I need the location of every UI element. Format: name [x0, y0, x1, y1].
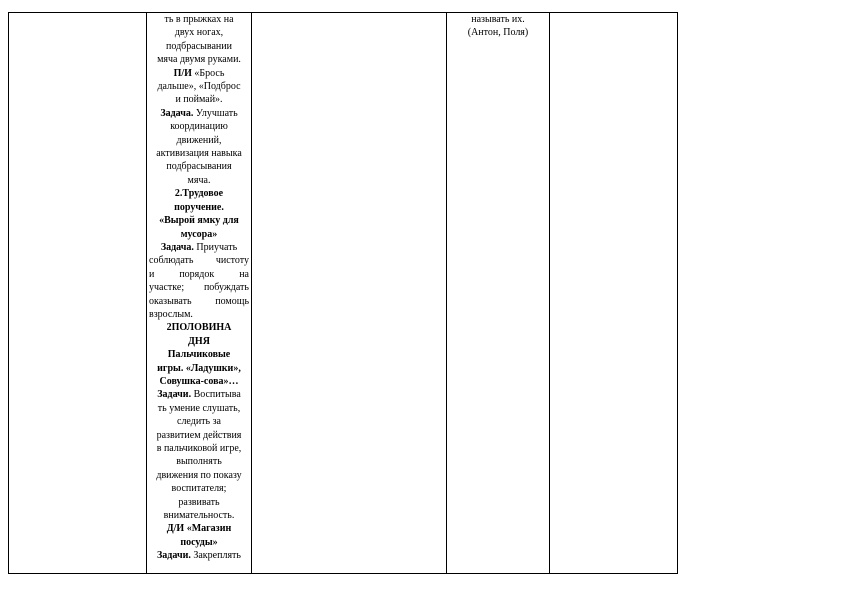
text-line: [149, 67, 249, 80]
text-line: [149, 26, 249, 39]
text-line: [149, 107, 249, 120]
text-line: [149, 80, 249, 93]
text-line: [149, 53, 249, 66]
text-line: [149, 120, 249, 133]
text-line: называть их.: [471, 14, 525, 25]
text-line: [149, 93, 249, 106]
text-line: [149, 254, 249, 267]
plain-text: Приучать: [193, 241, 238, 253]
plain-text: подбрасывании: [166, 40, 232, 52]
text-word: и: [149, 268, 155, 280]
text-word: соблюдать: [149, 255, 194, 267]
plain-text: взрослым.: [149, 308, 193, 320]
text-line: [149, 522, 249, 535]
bold-text: Пальчиковые: [167, 349, 231, 361]
text-line: (Антон, Поля): [467, 27, 529, 39]
text-line: [149, 442, 249, 455]
plain-text: в пальчиковой игре,: [156, 443, 242, 454]
text-line: [149, 187, 249, 200]
table-border-left: [8, 12, 9, 574]
text-line: [149, 214, 249, 227]
plain-text: следить за: [177, 416, 221, 428]
table-column-divider: [549, 12, 550, 574]
plain-text: ть умение слушать,: [157, 402, 241, 414]
plain-text: развивать: [178, 496, 220, 508]
text-line: [149, 295, 249, 308]
bold-text: ДНЯ: [188, 335, 210, 347]
text-line: [149, 536, 249, 549]
text-line: [149, 147, 249, 160]
text-line: [149, 40, 249, 53]
bold-text: 2.Трудовое: [174, 188, 224, 200]
plain-text: Закреплять: [190, 550, 241, 562]
bold-text: посуды»: [180, 536, 218, 548]
table-border-right: [677, 12, 678, 574]
text-line: [149, 362, 249, 375]
plain-text: координацию: [170, 121, 228, 133]
text-line: [149, 469, 249, 482]
plain-text: движений,: [176, 134, 222, 146]
bold-text: мусора»: [180, 228, 218, 240]
plain-text: «Брось: [191, 67, 225, 79]
text-line: [149, 375, 249, 388]
text-line: [149, 321, 249, 334]
text-line: [149, 335, 249, 348]
bold-text: Д/И «Магазин: [166, 523, 232, 535]
table-column-divider: [251, 12, 252, 574]
plain-text: мяча.: [187, 174, 211, 186]
plan-table: [8, 12, 678, 574]
table-column-divider: [146, 12, 147, 574]
text-line: [149, 348, 249, 361]
plain-text: подбрасывания: [166, 161, 232, 173]
text-line: [149, 268, 249, 281]
text-line: [149, 241, 249, 254]
text-line: [149, 201, 249, 214]
plain-text: дальше», «Подброс: [157, 81, 241, 93]
text-word: помощь: [215, 295, 249, 307]
text-line: [149, 281, 249, 294]
bold-text: Задача.: [160, 241, 194, 253]
plain-text: развитием действия: [156, 429, 242, 441]
text-line: [149, 496, 249, 509]
text-line: [149, 455, 249, 468]
text-line: [149, 549, 249, 562]
bold-text: Задачи.: [157, 389, 192, 401]
text-word: участке;: [149, 282, 185, 294]
bold-text: П/И: [173, 67, 192, 79]
text-word: побуждать: [203, 282, 249, 294]
plain-text: Улучшать: [193, 107, 238, 119]
plain-text: двух ногах,: [174, 27, 224, 39]
plain-text: Воспитыва: [191, 389, 241, 401]
text-line: [149, 174, 249, 187]
text-line: [149, 509, 249, 522]
bold-text: «Вырой ямку для: [159, 215, 239, 227]
bold-text: Совушка-сова»…: [159, 375, 239, 387]
activities-cell: [149, 13, 249, 563]
plain-text: воспитателя;: [171, 483, 227, 495]
text-line: [149, 402, 249, 415]
plain-text: выполнять: [176, 456, 222, 468]
individual-work-cell: [450, 13, 546, 40]
text-word: на: [239, 268, 249, 280]
text-line: [149, 388, 249, 401]
text-line: [149, 429, 249, 442]
text-line: [149, 415, 249, 428]
text-word: оказывать: [149, 295, 192, 307]
text-line: [149, 228, 249, 241]
bold-text: Задачи.: [157, 550, 191, 562]
plain-text: внимательность.: [163, 510, 235, 522]
text-word: порядок: [179, 268, 215, 280]
bold-text: Задача.: [160, 107, 194, 119]
plain-text: ть в прыжках на: [164, 14, 234, 25]
text-line: [149, 134, 249, 147]
text-line: [149, 482, 249, 495]
table-column-divider: [446, 12, 447, 574]
bold-text: игры. «Ладушки»,: [157, 362, 241, 374]
plain-text: активизация навыка: [156, 148, 242, 160]
bold-text: 2ПОЛОВИНА: [166, 322, 232, 334]
text-line: [149, 308, 249, 321]
bold-text: поручение.: [174, 201, 224, 213]
plain-text: мяча двумя руками.: [157, 54, 241, 66]
text-line: [149, 13, 249, 26]
plain-text: и поймай».: [175, 94, 223, 106]
text-word: чистоту: [215, 255, 249, 267]
text-line: [149, 160, 249, 173]
plain-text: движения по показу: [156, 469, 242, 481]
